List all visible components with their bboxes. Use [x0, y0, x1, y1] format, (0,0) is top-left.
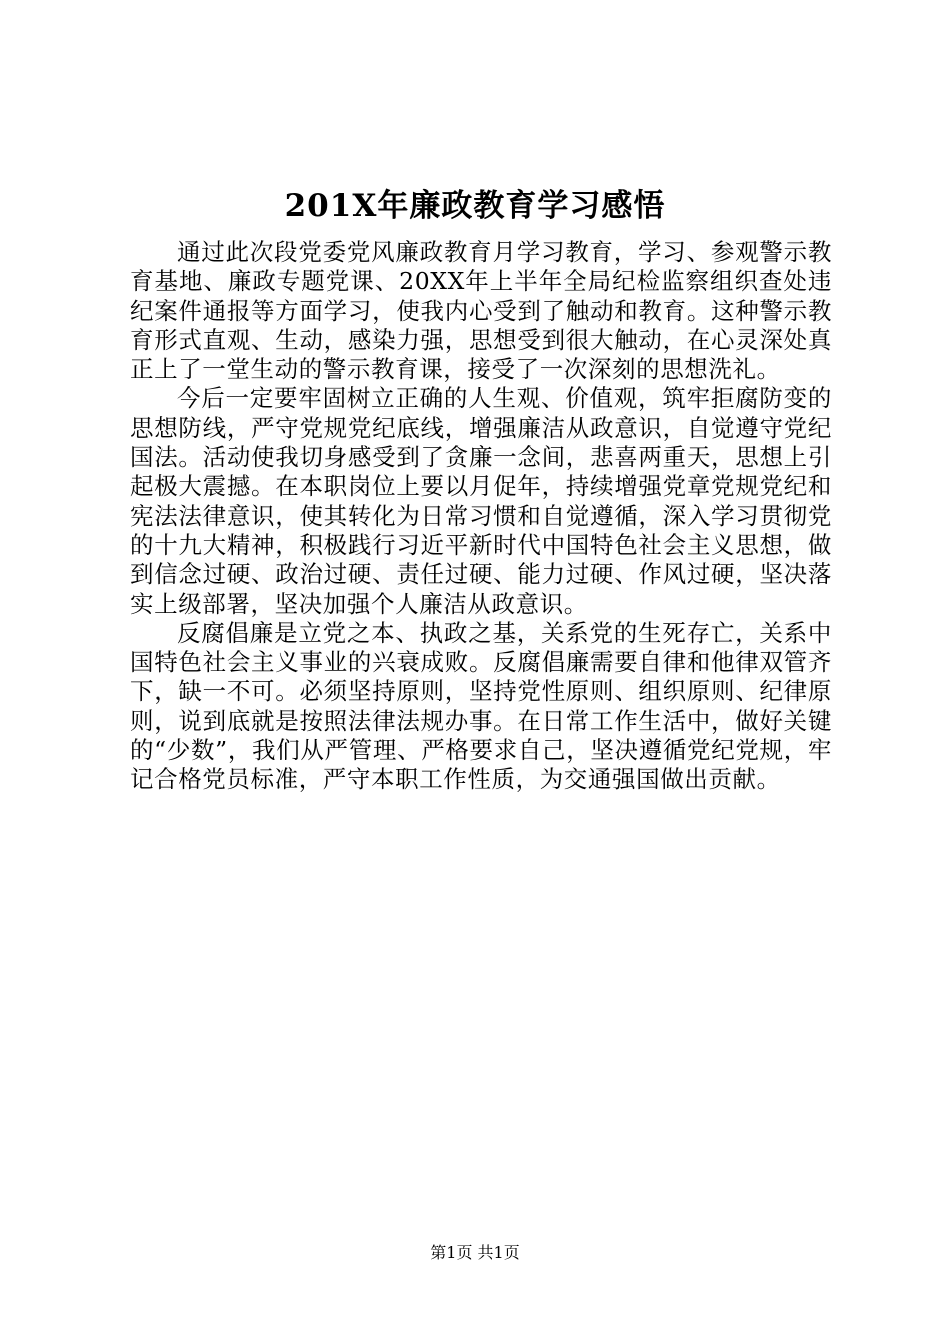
paragraph-3: 反腐倡廉是立党之本、执政之基，关系党的生死存亡，关系中国特色社会主义事业的兴衰成败。反腐倡廉需要自律和他律双管齐下，缺一不可。必须坚持原则，坚持党性原则、组织原则、纪律原则，说到底就是按照法律法规办事。在日常工作生活中，做好关键的“少数”，我们从严管理、严格要求自己，坚决遵循党纪党规，牢记合格党员标准，严守本职工作性质，为交通强国做出贡献。 [130, 618, 832, 794]
paragraph-2: 今后一定要牢固树立正确的人生观、价值观，筑牢拒腐防变的思想防线，严守党规党纪底线，增强廉洁从政意识，自觉遵守党纪国法。活动使我切身感受到了贪廉一念间，悲喜两重天，思想上引起极大震撼。在本职岗位上要以月促年，持续增强党章党规党纪和宪法法律意识，使其转化为日常习惯和自觉遵循，深入学习贯彻党的十九大精神，积极践行习近平新时代中国特色社会主义思想，做到信念过硬、政治过硬、责任过硬、能力过硬、作风过硬，坚决落实上级部署，坚决加强个人廉洁从政意识。 [130, 384, 832, 618]
document-title: 201X年廉政教育学习感悟 [284, 188, 666, 224]
page-footer: 第1页 共1页 [430, 1243, 520, 1262]
document-body [130, 238, 832, 795]
paragraph-1: 通过此次段党委党风廉政教育月学习教育，学习、参观警示教育基地、廉政专题党课、20XX年上半年全局纪检监察组织查处违纪案件通报等方面学习，使我内心受到了触动和教育。这种警示教育形式直观、生动，感染力强，思想受到很大触动，在心灵深处真正上了一堂生动的警示教育课，接受了一次深刻的思想洗礼。 [130, 238, 832, 384]
